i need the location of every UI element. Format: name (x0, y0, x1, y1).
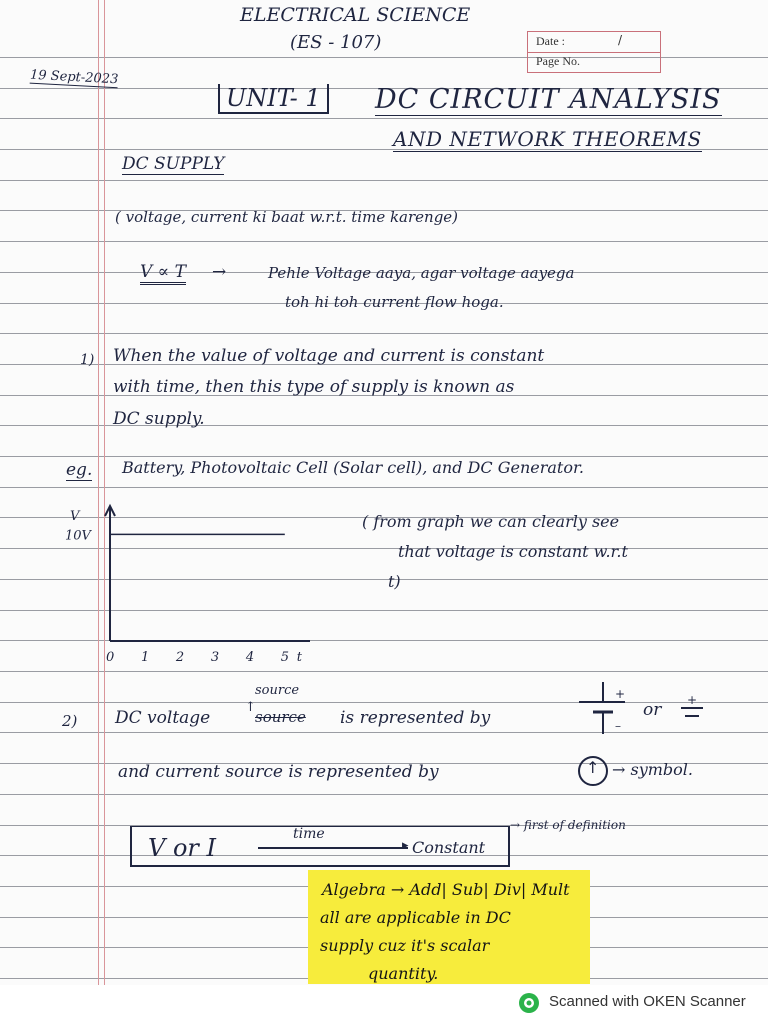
x-tick-label: 1 (140, 650, 150, 665)
ruled-line (0, 180, 768, 181)
symbol-text: → symbol. (612, 760, 693, 779)
svg-text:+: + (615, 687, 626, 701)
margin-date: 19 Sept-2023 (29, 67, 119, 88)
example-label: eg. (66, 460, 93, 480)
point-1-line-3: DC supply. (113, 409, 205, 429)
graph-note-3: t) (388, 572, 401, 591)
ruled-line (0, 671, 768, 672)
x-tick-label: 4 (245, 650, 255, 665)
graph-note-2: that voltage is constant w.r.t (398, 542, 628, 561)
margin-line-1 (98, 0, 99, 985)
date-row (528, 32, 660, 53)
svg-text:+: + (687, 693, 698, 707)
definition-arrow (258, 847, 408, 849)
course-code: (ES - 107) (290, 32, 382, 53)
x-tick-label: 5 (280, 650, 290, 665)
point-1-line-1: When the value of voltage and current is constant (113, 346, 545, 366)
date-value: / (618, 33, 623, 47)
definition-note: → first of definition (510, 818, 626, 832)
y-tick-label: 10V (65, 528, 91, 544)
point-1-number: 1) (80, 352, 95, 368)
definition-variable: V or I (148, 834, 216, 862)
point-2-text: DC voltage (115, 708, 211, 728)
sticky-line-3: supply cuz it's scalar (320, 936, 490, 955)
ruled-line (0, 118, 768, 119)
page-number-label: Page No. (536, 54, 580, 68)
sticky-line-2: all are applicable in DC (320, 908, 511, 927)
point-2-line-2: and current source is represented by (118, 762, 439, 782)
source-insertion: source (255, 683, 300, 698)
section-heading: DC SUPPLY (122, 154, 225, 174)
unit-label: UNIT- 1 (218, 84, 329, 114)
ruled-line (0, 487, 768, 488)
dc-voltage-graph (55, 500, 325, 670)
subject-title: ELECTRICAL SCIENCE (240, 4, 471, 26)
ruled-line (0, 333, 768, 334)
oken-scanner-logo-icon (518, 992, 540, 1014)
title-line-1: DC CIRCUIT ANALYSIS (375, 84, 722, 115)
y-axis-label: V (70, 509, 80, 524)
relation-v-prop-t: V ∝ T (140, 262, 186, 285)
relation-text-1: Pehle Voltage aaya, agar voltage aayega (268, 264, 575, 282)
ruled-line (0, 456, 768, 457)
x-tick-label: 3 (210, 650, 220, 665)
or-text: or (643, 700, 662, 720)
date-page-box (527, 31, 661, 73)
sticky-line-1: Algebra → Add| Sub| Div| Mult (322, 880, 570, 899)
x-axis-label: t (296, 650, 303, 665)
point-2-number: 2) (62, 712, 78, 730)
sticky-note (308, 870, 590, 984)
margin-line-2 (104, 0, 105, 985)
graph-note-1: ( from graph we can clearly see (362, 512, 620, 531)
scanner-footer (0, 985, 768, 1024)
relation-text-2: toh hi toh current flow hoga. (285, 293, 504, 311)
note-voltage-current: ( voltage, current ki baat w.r.t. time karenge) (115, 208, 459, 226)
current-source-icon: ↑ (578, 756, 608, 786)
point-2-text-2: is represented by (340, 708, 491, 728)
definition-constant: Constant (412, 838, 486, 857)
struck-word: source (255, 708, 306, 726)
point-1-line-2: with time, then this type of supply is known as (113, 377, 515, 397)
svg-text:–: – (615, 719, 621, 733)
ruled-line (0, 794, 768, 795)
ruled-line (0, 241, 768, 242)
page-row (528, 52, 660, 72)
example-text: Battery, Photovoltaic Cell (Solar cell), and DC Generator. (122, 458, 584, 477)
scanner-watermark-text: Scanned with OKEN Scanner (549, 993, 746, 1010)
date-label: Date : (536, 34, 565, 48)
definition-arrowhead: ▸ (402, 838, 409, 853)
relation-arrow: → (212, 262, 227, 282)
x-tick-label: 0 (106, 650, 115, 665)
insertion-caret: ↑ (245, 700, 256, 715)
x-tick-label: 2 (175, 650, 185, 665)
definition-time: time (293, 826, 325, 842)
title-line-2: AND NETWORK THEOREMS (393, 127, 702, 151)
sticky-line-4: quantity. (368, 964, 439, 983)
